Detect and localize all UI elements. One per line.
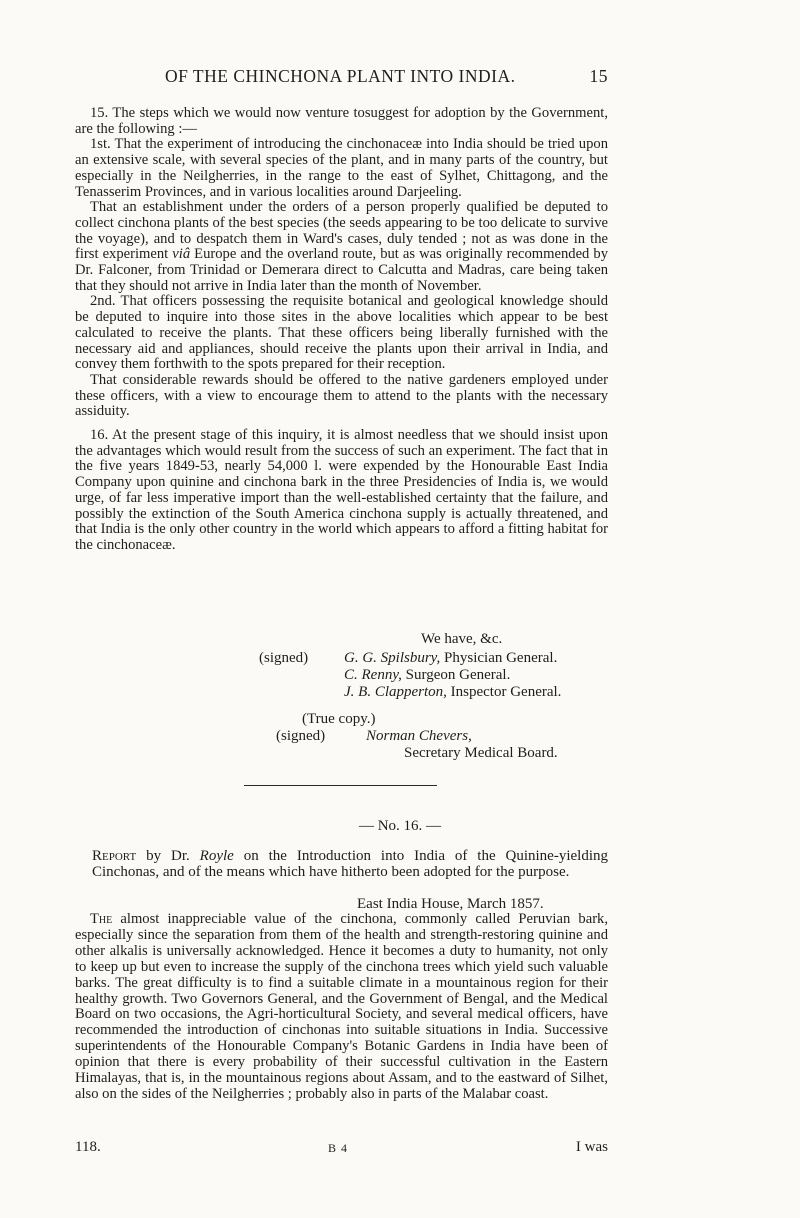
signed-label-2: (signed) <box>276 728 326 744</box>
true-copy-label: (True copy.) <box>302 711 376 727</box>
paragraph-rewards: That considerable rewards should be offered to the native gardeners employed under these officers, with a view to encourage them to attend to the plants with the necessary assiduity. <box>75 371 608 420</box>
secretary-title: Secretary Medical Board. <box>404 745 558 761</box>
signatory-2 <box>344 667 510 684</box>
sheet-mark: B 4 <box>328 1141 349 1155</box>
paragraph-establishment: That an establishment under the orders of a person properly qualified be deputed to collect cinchona plants of the best species (the seeds appearing to be too delicate to survive the voyage), and to despatch them in Ward's cases, duly tended ; not as was done in the first experiment viâ Europe and the overland route, but as was originally recommended by Dr. Falconer, from Trinidad or Demerara direct to Calcutta and Madras, care being taken that they should not arrive in India later than the month of November. <box>75 199 608 294</box>
report-lead: Report <box>92 848 137 864</box>
signatory-name: C. Renny, <box>344 667 402 683</box>
report-author: Royle <box>199 848 234 864</box>
page-number: 15 <box>589 66 608 86</box>
signatory-title: Physician General. <box>444 650 558 666</box>
signatory-3 <box>344 684 561 701</box>
report-body-lead: The <box>90 911 113 927</box>
report-body <box>75 912 608 1103</box>
report-heading: Report by Dr. Royle on the Introduction into India of the Quinine-yielding Cinchonas, and of the means which have hitherto been adopted for the purpose. <box>92 848 608 880</box>
document-number: — No. 16. — <box>358 818 442 834</box>
signatory-name: G. G. Spilsbury, <box>344 650 441 666</box>
italic-via: viâ <box>172 246 191 263</box>
dateline: East India House, March 1857. <box>357 896 544 912</box>
signature-number: 118. <box>75 1139 101 1155</box>
secretary-name: Norman Chevers, <box>366 728 472 744</box>
paragraph-1st: 1st. That the experiment of introducing the cinchonaceæ into India should be tried upon an extensive scale, with several species of the plant, and in many parts of the country, but especially in the Neilgherries, in the range to the east of Sylhet, Chittagong, and the Tenasserim Provinces, and in various localities around Darjeeling. <box>75 136 608 200</box>
section-divider <box>244 785 437 786</box>
catchword: I was <box>575 1139 608 1155</box>
signatory-title: Surgeon General. <box>405 667 511 683</box>
signatory-title: Inspector General. <box>450 684 562 700</box>
running-title: OF THE CHINCHONA PLANT INTO INDIA. <box>165 66 516 86</box>
paragraph-15: 15. The steps which we would now venture tosuggest for adoption by the Government, are the following :— <box>75 105 608 137</box>
letter-body <box>75 106 608 554</box>
closing-line: We have, &c. <box>421 631 503 647</box>
report-paragraph: The almost inappreciable value of the cinchona, commonly called Peruvian bark, especially since the separation from them of the health and strength-restoring quinine and other alkalis is universally acknowledged. Hence it becomes a duty to humanity, not only to keep up but even to increase the supply of the cinchona trees which yield such valuable barks. The great difficulty is to find a suitable climate in a mountainous region for their healthy growth. Two Governors General, and the Government of Bengal, and the Medical Board on two occasions, the Agri-horticultural Society, and several medical officers, have recommended the introduction of cinchonas into suitable situations in India. Successive superintendents of the Honourable Company's Botanic Gardens in India have been of opinion that there is every probability of their successful cultivation in the Eastern Himalayas, that is, in the mountainous regions about Assam, and to the eastward of Silhet, also on the sides of the Neilgherries ; probably also in parts of the Malabar coast. <box>75 911 608 1102</box>
signed-label: (signed) <box>259 650 309 666</box>
paragraph-16: 16. At the present stage of this inquiry, it is almost needless that we should insist upon the advantages which would result from the success of such an experiment. The fact that in the five years 1849-53, nearly 54,000 l. were expended by the Honourable East India Company upon quinine and cinchona bark in the three Presidencies of India is, we would urge, of far less imperative import than the well-established certainty that the failure, and possibly the extinction of the South America cinchona supply is actually threatened, and that India is the only other country in the world which appears to afford a fitting habitat for the cinchonaceæ. <box>75 427 608 553</box>
signatory-1 <box>344 650 557 667</box>
signatory-name: J. B. Clapperton, <box>344 684 447 700</box>
paragraph-2nd: 2nd. That officers possessing the requisite botanical and geological knowledge should be deputed to inquire into those sites in the above localities which appear to be best calculated to receive the plants. That these officers being liberally furnished with the necessary aid and appliances, should receive the plants upon their arrival in India, and convey them forthwith to the spots prepared for their reception. <box>75 293 608 373</box>
